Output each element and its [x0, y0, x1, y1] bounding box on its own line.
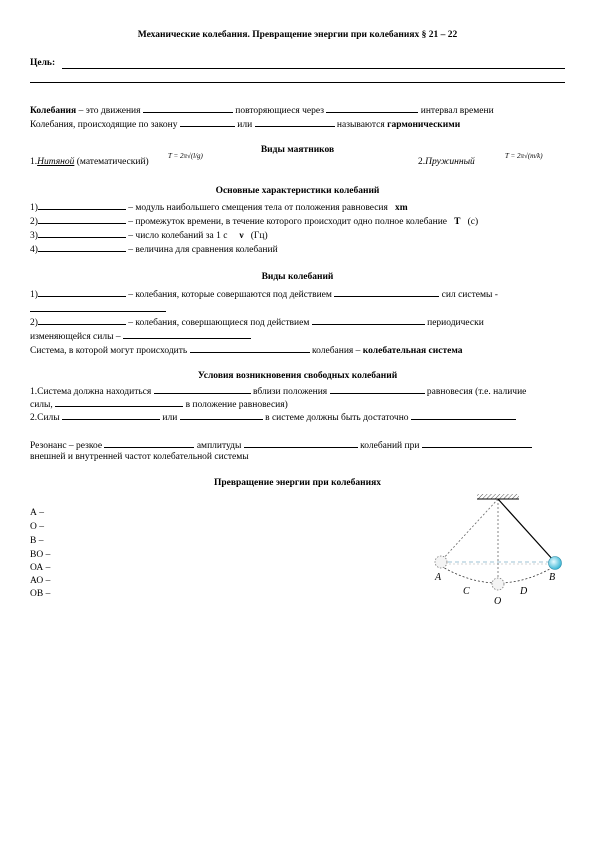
type-1: 1) – колебания, которые совершаются под действием сил системы - [30, 287, 498, 300]
pendulum-1-formula: T = 2π√(l/g) [168, 152, 203, 160]
energy-heading: Превращение энергии при колебаниях [213, 478, 381, 488]
characteristics-heading: Основные характеристики колебаний [215, 186, 380, 196]
blank-field[interactable] [330, 384, 425, 394]
label-D: D [520, 586, 528, 597]
label-C: C [463, 586, 470, 597]
type-2-cont: изменяющейся силы – [30, 329, 251, 342]
ball-B [549, 557, 562, 570]
blank-field[interactable] [38, 200, 126, 210]
energy-item-O: О – [30, 522, 44, 532]
ball-A [435, 556, 447, 568]
system-line: Система, в которой могут происходить колебания – колебательная система [30, 343, 463, 356]
energy-item-AO: АО – [30, 576, 51, 586]
blank-field[interactable] [154, 384, 251, 394]
term-oscillations: Колебания [30, 106, 77, 116]
blank-field[interactable] [326, 103, 418, 113]
blank-field[interactable] [38, 228, 126, 238]
label-A: A [435, 572, 442, 583]
blank-field[interactable] [334, 287, 439, 297]
conditions-heading: Условия возникновения свободных колебаний [197, 371, 398, 381]
blank-field[interactable] [255, 117, 335, 127]
page-title: Механические колебания. Превращение энергии при колебаниях § 21 – 22 [137, 30, 458, 40]
goal-label: Цель: [30, 58, 56, 68]
condition-2: 2.Силы или в системе должны быть достаточно [30, 410, 516, 423]
blank-field[interactable] [180, 117, 235, 127]
term-harmonic: гармоническими [387, 120, 461, 130]
symbol-period: T [454, 217, 461, 227]
label-O: O [494, 596, 502, 607]
blank-field[interactable] [55, 397, 183, 407]
pendulums-heading: Виды маятников [260, 145, 335, 155]
pendulum-2-formula: T = 2π√(m/k) [505, 152, 543, 160]
pendulum-diagram [425, 488, 575, 610]
blank-field[interactable] [38, 242, 126, 252]
blank-field[interactable] [312, 315, 425, 325]
blank-field[interactable] [38, 315, 126, 325]
energy-item-OB: ОВ – [30, 589, 51, 599]
definition-line-2: Колебания, происходящие по закону или называются гармоническими [30, 117, 460, 130]
blank-field[interactable] [180, 410, 263, 420]
pendulum-2: 2.Пружинный [418, 157, 475, 167]
term-oscillatory-system: колебательная система [362, 346, 463, 356]
pendulum-1: 1.Нитяной (математический) [30, 157, 149, 167]
blank-field[interactable] [38, 287, 126, 297]
goal-line-1[interactable] [62, 68, 565, 69]
symbol-frequency: ν [239, 231, 244, 241]
blank-field[interactable] [143, 103, 233, 113]
energy-item-OA: ОА – [30, 563, 51, 573]
types-heading: Виды колебаний [261, 272, 334, 282]
condition-1-cont: силы, в положение равновесия) [30, 397, 288, 410]
condition-1: 1.Система должна находиться вблизи положения равновесия (т.е. наличие [30, 384, 526, 397]
blank-field[interactable] [62, 410, 160, 420]
characteristic-item: 4) – величина для сравнения колебаний [30, 242, 278, 255]
blank-field[interactable] [422, 438, 532, 448]
energy-item-BO: ВО – [30, 550, 51, 560]
blank-field[interactable] [38, 214, 126, 224]
blank-line[interactable] [30, 311, 166, 312]
resonance-line: Резонанс – резкое амплитуды колебаний при [30, 438, 532, 451]
characteristic-item: 3) – число колебаний за 1 с ν (Гц) [30, 228, 268, 241]
symbol-amplitude: xm [395, 203, 408, 213]
blank-field[interactable] [190, 343, 310, 353]
label-B: B [549, 572, 556, 583]
resonance-line-2: внешней и внутренней частот колебательной системы [30, 452, 249, 462]
blank-field[interactable] [244, 438, 358, 448]
characteristic-item: 2) – промежуток времени, в течение которого происходит одно полное колебание T (с) [30, 214, 478, 227]
string-right [498, 499, 554, 561]
energy-item-B: В – [30, 536, 44, 546]
characteristic-item: 1) – модуль наибольшего смещения тела от положения равновесия xm [30, 200, 408, 213]
ceiling-mount [477, 494, 519, 499]
string-left [441, 499, 498, 561]
type-2: 2) – колебания, совершающиеся под действием периодически [30, 315, 484, 328]
goal-line-2[interactable] [30, 82, 565, 83]
blank-field[interactable] [104, 438, 194, 448]
definition-line-1: Колебания – это движения повторяющиеся через интервал времени [30, 103, 494, 116]
energy-item-A: А – [30, 508, 44, 518]
ball-O [492, 578, 504, 590]
blank-field[interactable] [411, 410, 516, 420]
blank-field[interactable] [123, 329, 251, 339]
